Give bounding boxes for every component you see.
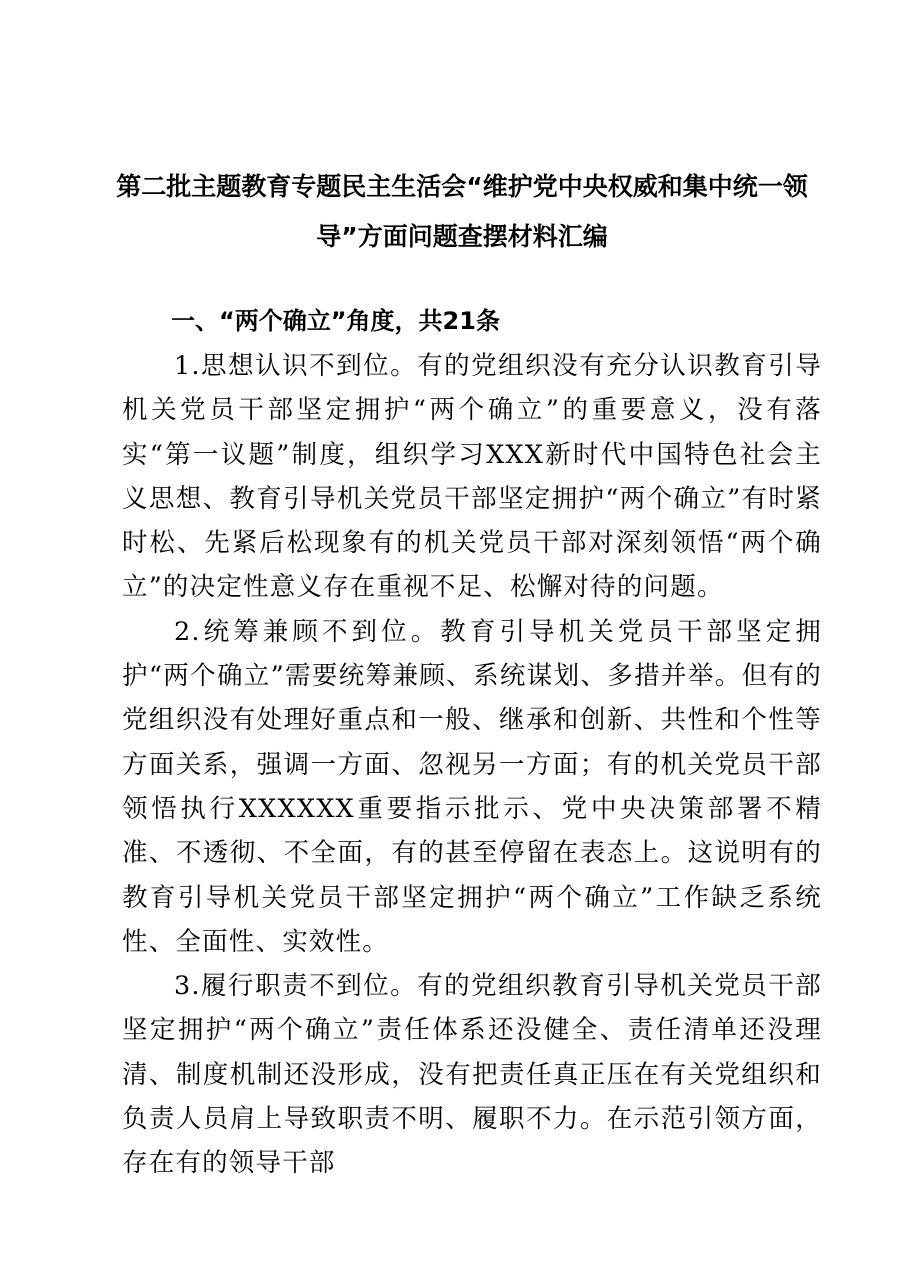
paragraph-3: 3.履行职责不到位。有的党组织教育引导机关党员干部坚定拥护“两个确立”责任体系还没健全、责任清单还没理清、制度机制还没形成，没有把责任真正压在有关党组织和负责人员肩上导致职责不明、履职不力。在示范引领方面，存在有的领导干部 xyxy=(122,971,822,1179)
document-title: 第二批主题教育专题民主生活会“维护党中央权威和集中统一领导”方面问题查摆材料汇编 xyxy=(116,172,808,251)
section-heading: 一、“两个确立”角度，共21条 xyxy=(171,307,500,335)
paragraph-2: 2.统筹兼顾不到位。教育引导机关党员干部坚定拥护“两个确立”需要统筹兼顾、系统谋划、多措并举。但有的党组织没有处理好重点和一般、继承和创新、共性和个性等方面关系，强调一方面、忽视另一方面；有的机关党员干部领悟执行XXXXXX重要指示批示、党中央决策部署不精准、不透彻、不全面，有的甚至停留在表态上。这说明有的教育引导机关党员干部坚定拥护“两个确立”工作缺乏系统性、全面性、实效性。 xyxy=(122,616,822,957)
document-body xyxy=(122,344,822,1186)
paragraph-1: 1.思想认识不到位。有的党组织没有充分认识教育引导机关党员干部坚定拥护“两个确立”的重要意义，没有落实“第一议题”制度，组织学习XXX新时代中国特色社会主义思想、教育引导机关党员干部坚定拥护“两个确立”有时紧时松、先紧后松现象有的机关党员干部对深刻领悟“两个确立”的决定性意义存在重视不足、松懈对待的问题。 xyxy=(122,351,822,603)
